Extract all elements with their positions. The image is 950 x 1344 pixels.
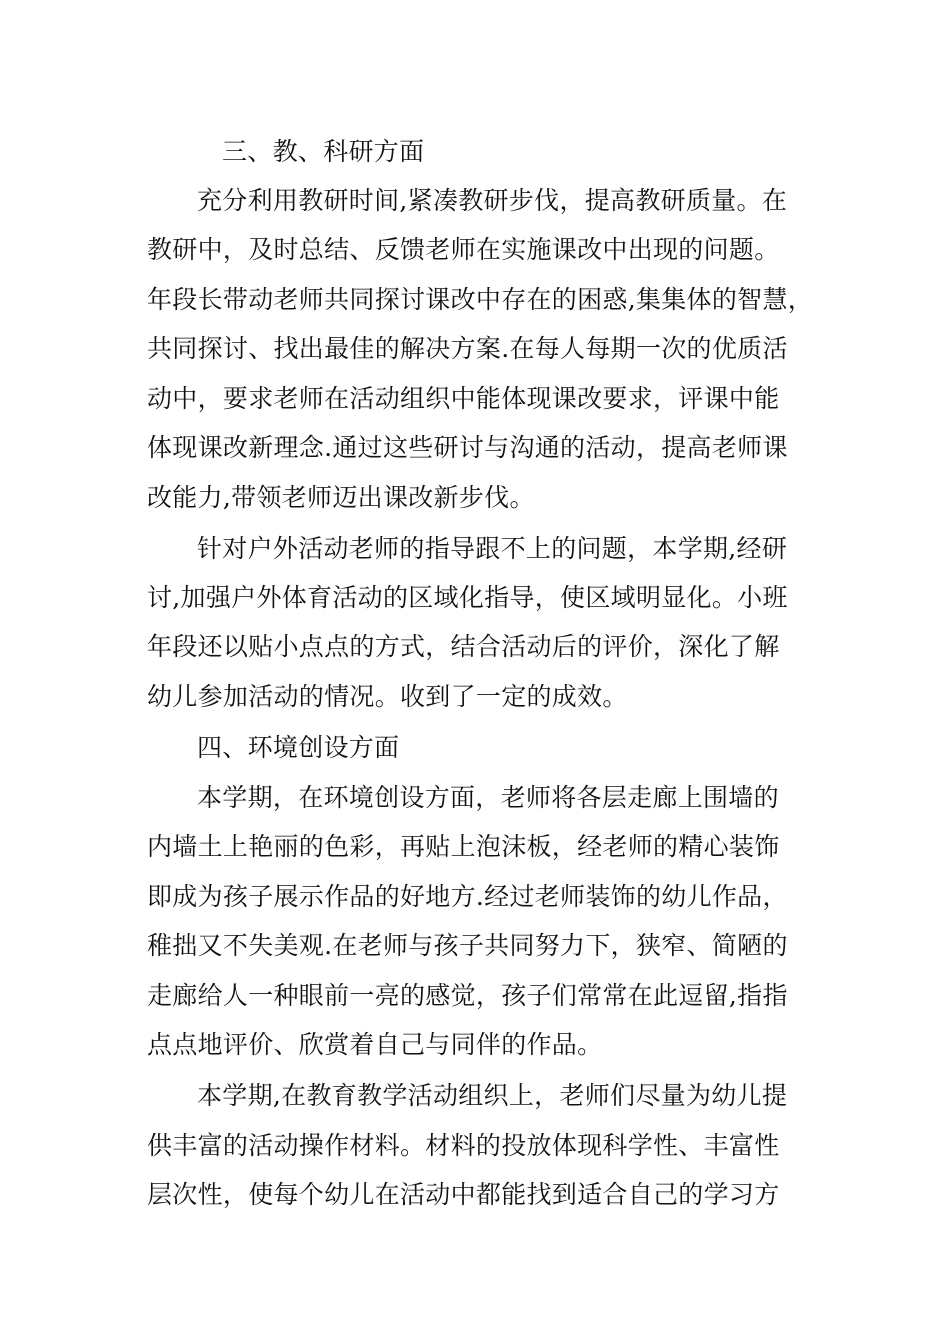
section-heading-environment: 四、环境创设方面 bbox=[197, 733, 400, 762]
text-line: 内墙土上艳丽的色彩，再贴上泡沫板，经老师的精心装饰 bbox=[147, 832, 780, 861]
text-line: 即成为孩子展示作品的好地方.经过老师装饰的幼儿作品， bbox=[147, 882, 788, 911]
text-line: 供丰富的活动操作材料。材料的投放体现科学性、丰富性 bbox=[147, 1131, 780, 1160]
text-line: 幼儿参加活动的情况。收到了一定的成效。 bbox=[147, 682, 628, 711]
text-line: 体现课改新理念.通过这些研讨与沟通的活动，提高老师课 bbox=[147, 433, 788, 462]
text-line: 改能力,带领老师迈出课改新步伐。 bbox=[147, 483, 535, 512]
text-line: 本学期,在教育教学活动组织上，老师们尽量为幼儿提 bbox=[197, 1081, 788, 1110]
text-line: 针对户外活动老师的指导跟不上的问题，本学期,经研 bbox=[197, 534, 788, 563]
section-heading-teaching-research: 三、教、科研方面 bbox=[222, 137, 425, 166]
text-line: 充分利用教研时间,紧凑教研步伐，提高教研质量。在 bbox=[197, 186, 788, 215]
text-line: 点点地评价、欣赏着自己与同伴的作品。 bbox=[147, 1030, 603, 1059]
text-line: 共同探讨、找出最佳的解决方案.在每人每期一次的优质活 bbox=[147, 334, 788, 363]
text-line: 教研中，及时总结、反馈老师在实施课改中出现的问题。 bbox=[147, 235, 780, 264]
text-line: 动中，要求老师在活动组织中能体现课改要求，评课中能 bbox=[147, 384, 780, 413]
text-line: 年段长带动老师共同探讨课改中存在的困惑,集集体的智慧， bbox=[147, 285, 814, 314]
text-line: 本学期，在环境创设方面，老师将各层走廊上围墙的 bbox=[197, 783, 779, 812]
text-line: 稚拙又不失美观.在老师与孩子共同努力下，狭窄、简陋的 bbox=[147, 931, 788, 960]
text-line: 层次性，使每个幼儿在活动中都能找到适合自己的学习方 bbox=[147, 1180, 780, 1209]
text-line: 年段还以贴小点点的方式，结合活动后的评价，深化了解 bbox=[147, 632, 780, 661]
text-line: 讨,加强户外体育活动的区域化指导，使区域明显化。小班 bbox=[147, 583, 788, 612]
text-line: 走廊给人一种眼前一亮的感觉，孩子们常常在此逗留,指指 bbox=[147, 981, 788, 1010]
